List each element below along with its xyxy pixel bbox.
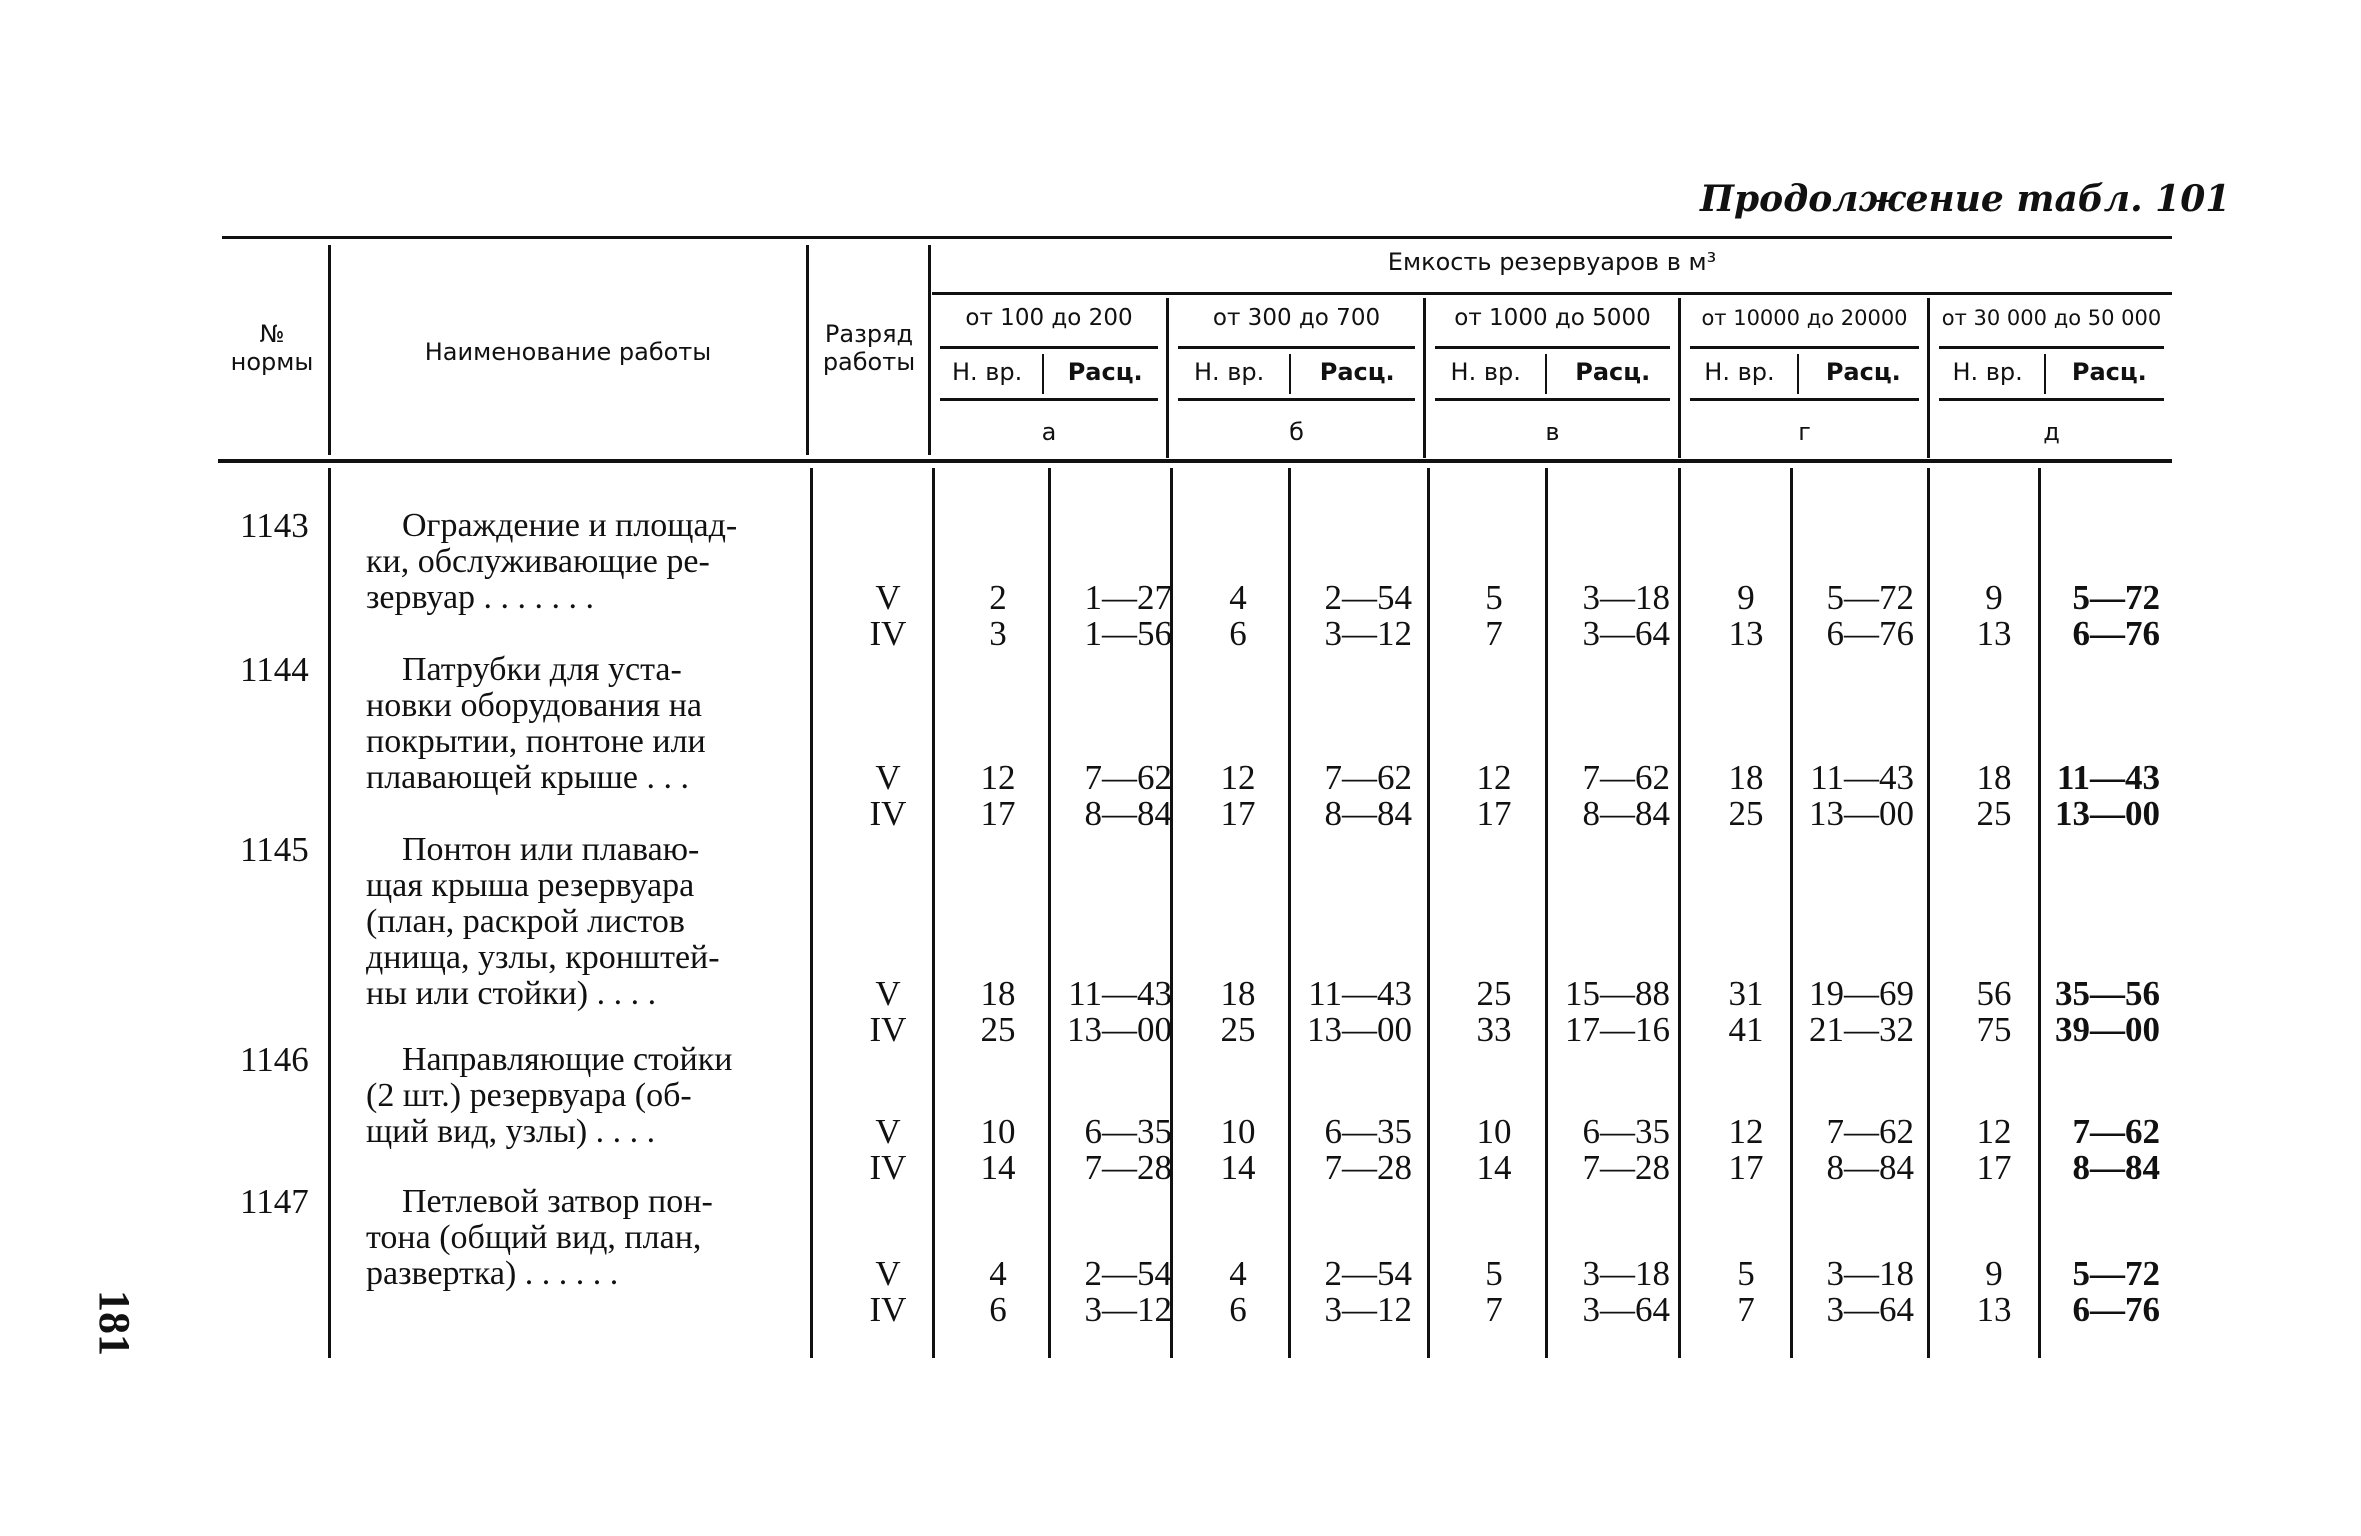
rate-cell: 7—28 xyxy=(1582,1148,1670,1187)
time-norm-cell: 18 xyxy=(1728,758,1764,797)
rate-cell: 5—72 xyxy=(2072,1254,2160,1293)
subheader-rule-2 xyxy=(1178,398,1415,401)
work-name-line: покрытии, понтоне или xyxy=(366,723,706,760)
col-sep-name xyxy=(806,245,809,455)
rate-cell: 1—56 xyxy=(1084,614,1172,653)
work-name-line: Понтон или плаваю- xyxy=(402,831,700,868)
time-norm-cell: 6 xyxy=(989,1290,1007,1329)
work-name-line: днища, узлы, кронштей- xyxy=(366,939,720,976)
rate-cell: 13—00 xyxy=(1809,794,1914,833)
rate-cell: 11—43 xyxy=(2056,758,2160,797)
body-sep-b-mid xyxy=(1288,468,1291,1358)
time-norm-cell: 25 xyxy=(1728,794,1764,833)
time-norm-cell: 4 xyxy=(1229,578,1247,617)
work-name-line: Патрубки для уста- xyxy=(402,651,682,688)
rate-cell: 7—62 xyxy=(1324,758,1412,797)
rate-cell: 11—43 xyxy=(1308,974,1412,1013)
norm-number: 1147 xyxy=(240,1182,309,1221)
work-name-line: развертка) . . . . . . xyxy=(366,1255,619,1292)
rate-cell: 8—84 xyxy=(1324,794,1412,833)
rate-cell: 3—64 xyxy=(1582,1290,1670,1329)
work-name xyxy=(366,1042,786,1150)
rate-cell: 13—00 xyxy=(1067,1010,1172,1049)
subheader-rs-3: Расц. xyxy=(1575,358,1651,386)
subheader-sep-2 xyxy=(1289,354,1291,394)
work-name-line: ны или стойки) . . . . xyxy=(366,975,657,1012)
work-name-line: Направляющие стойки xyxy=(402,1041,733,1078)
rate-cell: 3—18 xyxy=(1582,1254,1670,1293)
rate-cell: 6—35 xyxy=(1084,1112,1172,1151)
work-name-line: щий вид, узлы) . . . . xyxy=(366,1113,656,1150)
time-norm-cell: 7 xyxy=(1737,1290,1755,1329)
capacity-rule xyxy=(932,292,2172,295)
range-header-3: от 1000 до 5000 xyxy=(1454,305,1651,331)
time-norm-cell: 14 xyxy=(980,1148,1016,1187)
time-norm-cell: 18 xyxy=(980,974,1016,1013)
time-norm-cell: 5 xyxy=(1485,578,1503,617)
work-name-line: новки оборудования на xyxy=(366,687,702,724)
time-norm-cell: 12 xyxy=(1728,1112,1764,1151)
column-letter-5: д xyxy=(2043,418,2060,446)
rate-cell: 6—76 xyxy=(1826,614,1914,653)
header-capacity: Емкость резервуаров в м³ xyxy=(1387,248,1717,276)
time-norm-cell: 9 xyxy=(1985,578,2003,617)
norm-number: 1144 xyxy=(240,650,309,689)
rate-cell: 19—69 xyxy=(1809,974,1914,1013)
work-name-line: плавающей крыше . . . xyxy=(366,759,689,796)
work-name-line: ки, обслуживающие ре- xyxy=(366,543,710,580)
time-norm-cell: 10 xyxy=(1220,1112,1256,1151)
rate-cell: 39—00 xyxy=(2055,1010,2160,1049)
work-name-line: Ограждение и площад- xyxy=(402,507,738,544)
time-norm-cell: 3 xyxy=(989,614,1007,653)
range-header-1: от 100 до 200 xyxy=(965,305,1133,331)
rate-cell: 17—16 xyxy=(1565,1010,1670,1049)
body-sep-grade xyxy=(932,468,935,1358)
header-bottom-rule xyxy=(218,459,2172,463)
rate-cell: 2—54 xyxy=(1084,1254,1172,1293)
grade-cell: IV xyxy=(869,614,907,653)
body-sep-number xyxy=(328,468,331,1358)
subheader-hv-3: Н. вр. xyxy=(1450,358,1521,386)
subheader-rs-4: Расц. xyxy=(1825,358,1901,386)
subheader-hv-2: Н. вр. xyxy=(1193,358,1265,386)
time-norm-cell: 12 xyxy=(1476,758,1512,797)
rate-cell: 6—76 xyxy=(2072,1290,2160,1329)
rate-cell: 15—88 xyxy=(1565,974,1670,1013)
rate-cell: 7—62 xyxy=(1084,758,1172,797)
rate-cell: 2—54 xyxy=(1324,1254,1412,1293)
rate-cell: 6—35 xyxy=(1582,1112,1670,1151)
subheader-rule-4 xyxy=(1690,398,1919,401)
column-letter-3: в xyxy=(1545,418,1560,446)
range-header-4: от 10000 до 20000 xyxy=(1701,306,1908,330)
body-sep-d xyxy=(1927,468,1930,1358)
rate-cell: 3—12 xyxy=(1324,1290,1412,1329)
body-sep-a-mid xyxy=(1048,468,1051,1358)
page-number: 181 xyxy=(90,1290,139,1356)
norm-number: 1145 xyxy=(240,830,309,869)
work-name xyxy=(366,1184,786,1292)
grade-cell: V xyxy=(875,1112,901,1151)
subheader-rule-1 xyxy=(940,398,1158,401)
subheader-rule-5 xyxy=(1939,398,2164,401)
norm-number: 1146 xyxy=(240,1040,309,1079)
rate-cell: 5—72 xyxy=(1826,578,1914,617)
rate-cell: 8—84 xyxy=(1582,794,1670,833)
col-sep-range-g xyxy=(1678,298,1681,458)
time-norm-cell: 17 xyxy=(1728,1148,1764,1187)
time-norm-cell: 12 xyxy=(1220,758,1256,797)
grade-cell: IV xyxy=(869,794,907,833)
subheader-hv-5: Н. вр. xyxy=(1952,358,2023,386)
rate-cell: 8—84 xyxy=(2072,1148,2160,1187)
subheader-rs-2: Расц. xyxy=(1319,358,1395,386)
time-norm-cell: 25 xyxy=(1976,794,2012,833)
rate-cell: 6—76 xyxy=(2072,614,2160,653)
time-norm-cell: 18 xyxy=(1220,974,1256,1013)
time-norm-cell: 13 xyxy=(1728,614,1764,653)
work-name xyxy=(366,832,786,1012)
header-number xyxy=(218,320,326,376)
work-name-line: Петлевой затвор пон- xyxy=(402,1183,713,1220)
grade-cell: V xyxy=(875,1254,901,1293)
work-name-line: зервуар . . . . . . . xyxy=(366,579,595,616)
time-norm-cell: 17 xyxy=(1476,794,1512,833)
time-norm-cell: 4 xyxy=(1229,1254,1247,1293)
time-norm-cell: 2 xyxy=(989,578,1007,617)
rate-cell: 35—56 xyxy=(2055,974,2160,1013)
time-norm-cell: 41 xyxy=(1728,1010,1764,1049)
header-number-sign: № xyxy=(259,320,285,348)
work-name-line: (план, раскрой листов xyxy=(366,903,685,940)
time-norm-cell: 9 xyxy=(1737,578,1755,617)
time-norm-cell: 10 xyxy=(980,1112,1016,1151)
grade-cell: IV xyxy=(869,1010,907,1049)
norm-number: 1143 xyxy=(240,506,309,545)
range-rule-4 xyxy=(1690,346,1919,349)
subheader-sep-5 xyxy=(2044,354,2046,394)
subheader-rs-5: Расц. xyxy=(2071,358,2147,386)
rate-cell: 7—28 xyxy=(1324,1148,1412,1187)
time-norm-cell: 5 xyxy=(1485,1254,1503,1293)
rate-cell: 11—43 xyxy=(1810,758,1914,797)
subheader-rule-3 xyxy=(1435,398,1670,401)
rate-cell: 21—32 xyxy=(1809,1010,1914,1049)
rate-cell: 1—27 xyxy=(1084,578,1172,617)
rate-cell: 8—84 xyxy=(1084,794,1172,833)
time-norm-cell: 75 xyxy=(1976,1010,2012,1049)
table-top-rule xyxy=(222,236,2172,239)
grade-cell: V xyxy=(875,758,901,797)
time-norm-cell: 6 xyxy=(1229,1290,1247,1329)
time-norm-cell: 14 xyxy=(1220,1148,1256,1187)
subheader-sep-1 xyxy=(1042,354,1044,394)
subheader-sep-4 xyxy=(1797,354,1799,394)
rate-cell: 7—28 xyxy=(1084,1148,1172,1187)
work-name-line: тона (общий вид, план, xyxy=(366,1219,702,1256)
rate-cell: 8—84 xyxy=(1826,1148,1914,1187)
rate-cell: 7—62 xyxy=(1826,1112,1914,1151)
rate-cell: 3—12 xyxy=(1084,1290,1172,1329)
time-norm-cell: 4 xyxy=(989,1254,1007,1293)
time-norm-cell: 13 xyxy=(1976,1290,2012,1329)
work-name-line: (2 шт.) резервуара (об- xyxy=(366,1077,692,1114)
rate-cell: 5—72 xyxy=(2072,578,2160,617)
range-header-5: от 30 000 до 50 000 xyxy=(1941,306,2162,330)
time-norm-cell: 17 xyxy=(1220,794,1256,833)
range-rule-1 xyxy=(940,346,1158,349)
rate-cell: 3—64 xyxy=(1582,614,1670,653)
body-sep-v-mid xyxy=(1545,468,1548,1358)
rate-cell: 13—00 xyxy=(1307,1010,1412,1049)
subheader-hv-4: Н. вр. xyxy=(1704,358,1775,386)
col-sep-range-b xyxy=(1166,298,1169,458)
body-sep-name xyxy=(810,468,813,1358)
time-norm-cell: 10 xyxy=(1476,1112,1512,1151)
col-sep-number xyxy=(328,245,331,455)
time-norm-cell: 7 xyxy=(1485,614,1503,653)
time-norm-cell: 6 xyxy=(1229,614,1247,653)
work-name xyxy=(366,508,786,616)
time-norm-cell: 31 xyxy=(1728,974,1764,1013)
rate-cell: 3—12 xyxy=(1324,614,1412,653)
table-caption: Продолжение табл. 101 xyxy=(1700,178,2231,220)
time-norm-cell: 12 xyxy=(1976,1112,2012,1151)
header-number-word: нормы xyxy=(230,348,314,376)
column-letter-1: а xyxy=(1041,418,1057,446)
range-rule-5 xyxy=(1939,346,2164,349)
time-norm-cell: 25 xyxy=(980,1010,1016,1049)
col-sep-range-v xyxy=(1423,298,1426,458)
rate-cell: 11—43 xyxy=(1068,974,1172,1013)
range-rule-3 xyxy=(1435,346,1670,349)
subheader-rs-1: Расц. xyxy=(1067,358,1143,386)
col-sep-grade xyxy=(928,245,931,455)
rate-cell: 2—54 xyxy=(1324,578,1412,617)
time-norm-cell: 5 xyxy=(1737,1254,1755,1293)
col-sep-range-d xyxy=(1927,298,1930,458)
rate-cell: 6—35 xyxy=(1324,1112,1412,1151)
time-norm-cell: 18 xyxy=(1976,758,2012,797)
time-norm-cell: 9 xyxy=(1985,1254,2003,1293)
time-norm-cell: 14 xyxy=(1476,1148,1512,1187)
subheader-hv-1: Н. вр. xyxy=(951,358,1023,386)
time-norm-cell: 56 xyxy=(1976,974,2012,1013)
grade-cell: IV xyxy=(869,1148,907,1187)
time-norm-cell: 13 xyxy=(1976,614,2012,653)
grade-cell: V xyxy=(875,974,901,1013)
time-norm-cell: 17 xyxy=(980,794,1016,833)
column-letter-4: г xyxy=(1798,418,1811,446)
time-norm-cell: 25 xyxy=(1220,1010,1256,1049)
work-name-line: щая крыша резервуара xyxy=(366,867,695,904)
time-norm-cell: 33 xyxy=(1476,1010,1512,1049)
rate-cell: 13—00 xyxy=(2055,794,2160,833)
time-norm-cell: 7 xyxy=(1485,1290,1503,1329)
rate-cell: 3—64 xyxy=(1826,1290,1914,1329)
header-grade-line2: работы xyxy=(822,348,916,376)
body-sep-g xyxy=(1678,468,1681,1358)
header-work-name: Наименование работы xyxy=(424,338,712,366)
body-sep-v xyxy=(1427,468,1430,1358)
header-grade-line1: Разряд xyxy=(824,320,914,348)
header-grade xyxy=(812,320,926,376)
rate-cell: 7—62 xyxy=(1582,758,1670,797)
rate-cell: 7—62 xyxy=(2072,1112,2160,1151)
rate-cell: 3—18 xyxy=(1826,1254,1914,1293)
time-norm-cell: 12 xyxy=(980,758,1016,797)
time-norm-cell: 25 xyxy=(1476,974,1512,1013)
range-rule-2 xyxy=(1178,346,1415,349)
grade-cell: V xyxy=(875,578,901,617)
subheader-sep-3 xyxy=(1545,354,1547,394)
time-norm-cell: 17 xyxy=(1976,1148,2012,1187)
rate-cell: 3—18 xyxy=(1582,578,1670,617)
grade-cell: IV xyxy=(869,1290,907,1329)
work-name xyxy=(366,652,786,796)
range-header-2: от 300 до 700 xyxy=(1212,305,1381,331)
column-letter-2: б xyxy=(1289,418,1304,446)
